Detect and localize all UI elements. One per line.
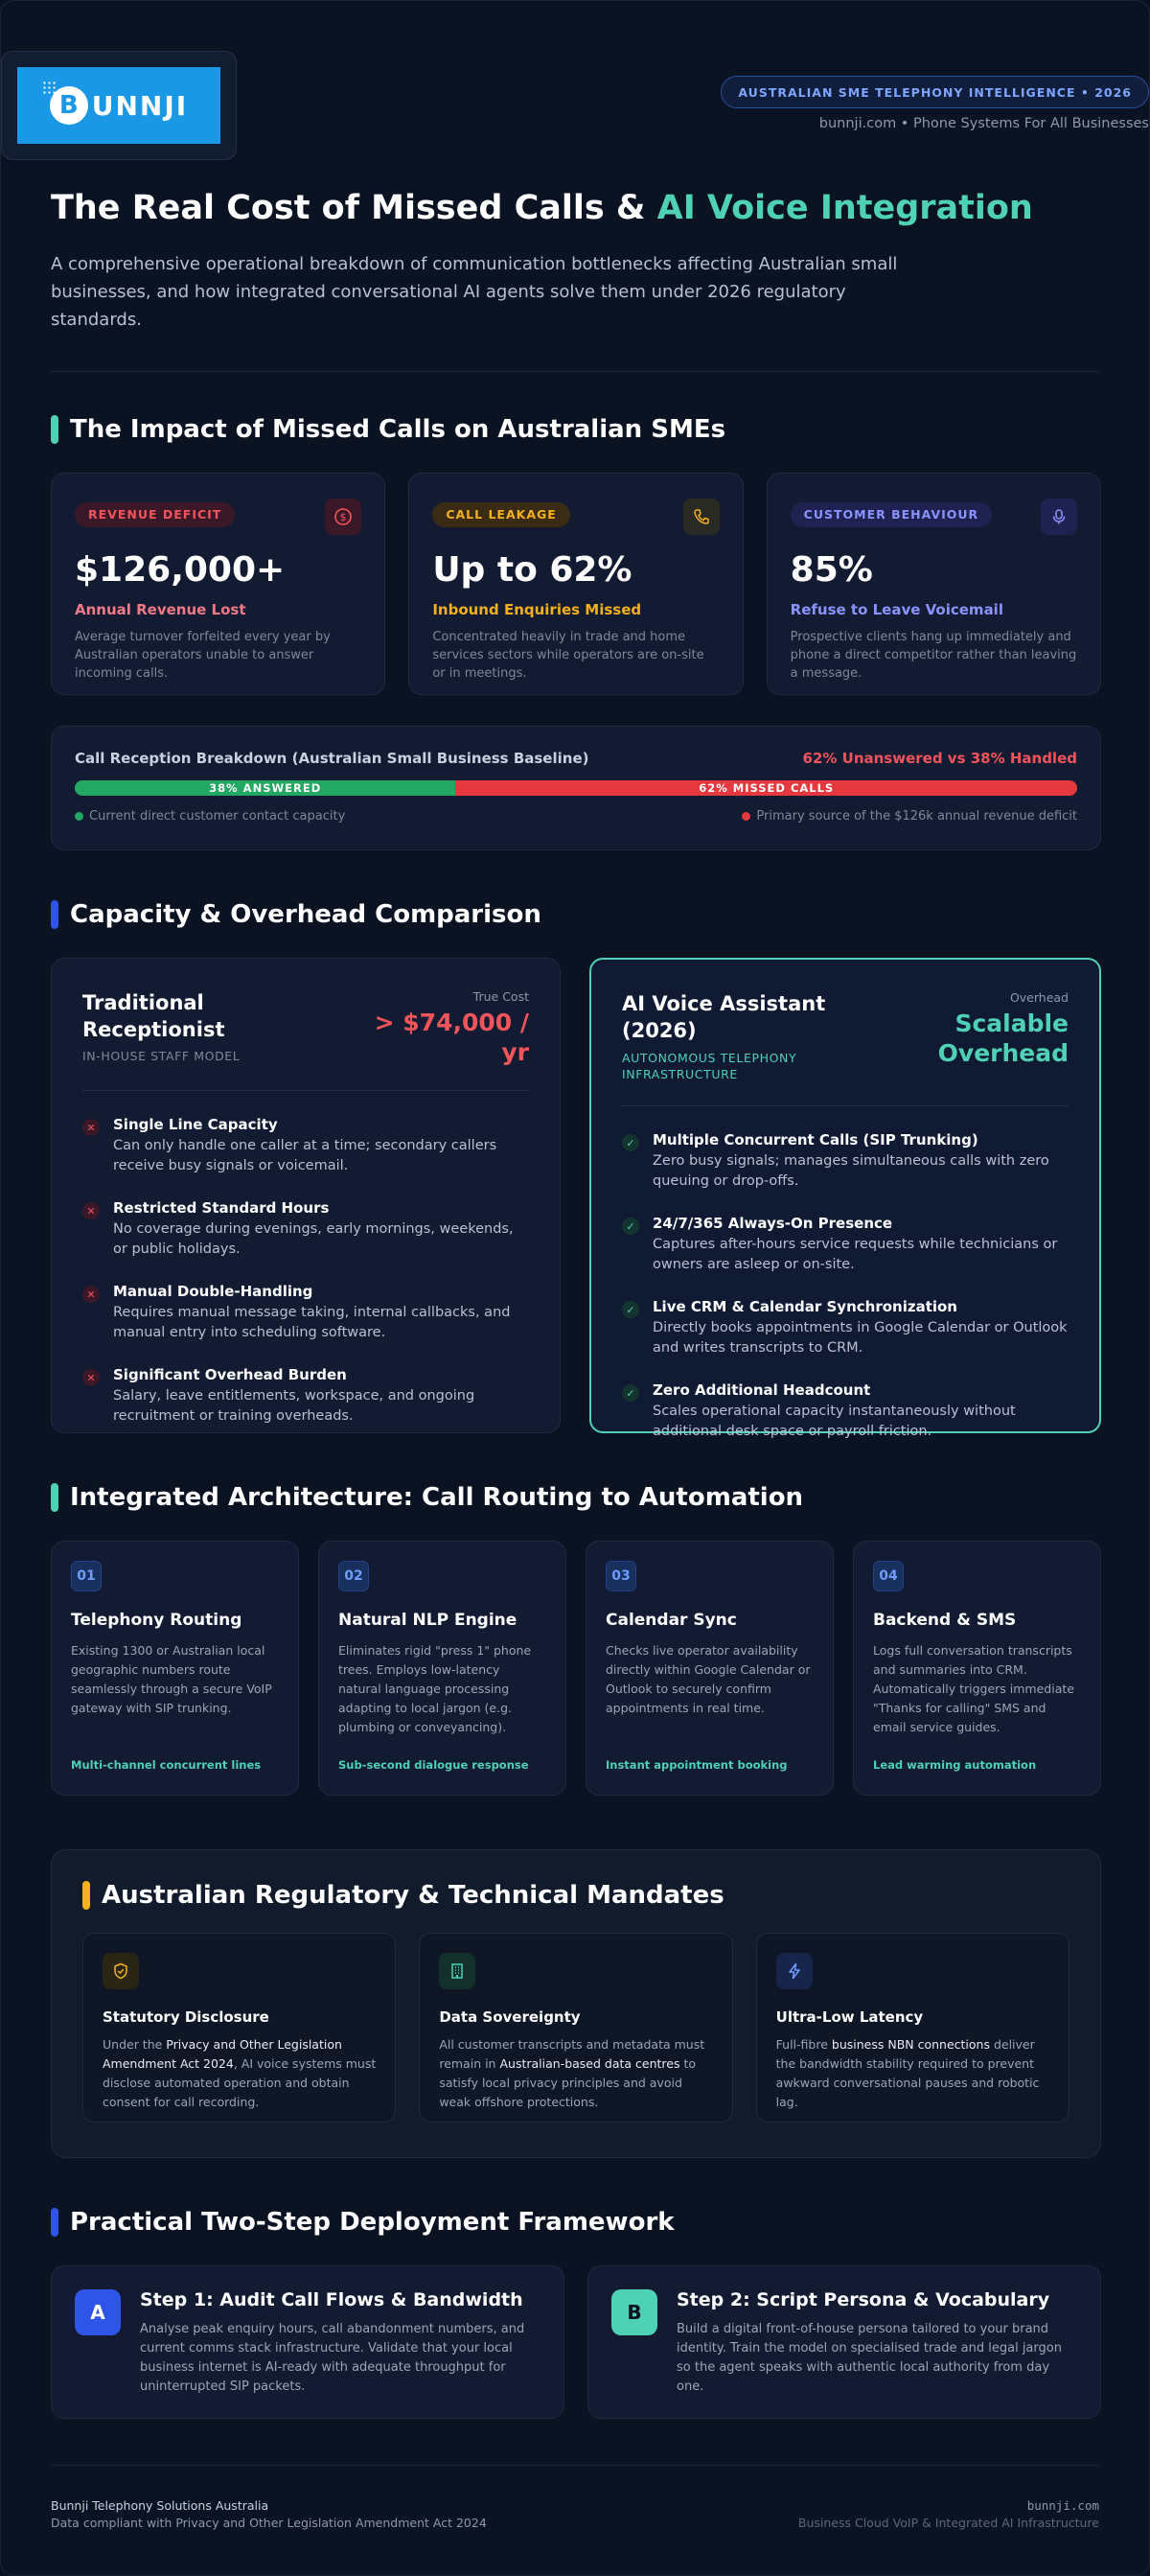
logo-card bbox=[1, 51, 237, 160]
architecture-section-title bbox=[51, 1483, 803, 1512]
step-footnote: Lead warming automation bbox=[873, 1758, 1037, 1772]
logo-text: UNNJI bbox=[91, 89, 189, 122]
report-tag: AUSTRALIAN SME TELEPHONY INTELLIGENCE • 2026 bbox=[721, 76, 1149, 108]
footer-site-link[interactable]: bunnji.com bbox=[1026, 2498, 1099, 2513]
lightning-icon bbox=[776, 1953, 813, 1989]
impact-label: Refuse to Leave Voicemail bbox=[790, 601, 1003, 618]
item-desc: Requires manual message taking, internal callbacks, and manual entry into scheduling software. bbox=[113, 1305, 511, 1340]
impact-card-revenue bbox=[51, 473, 385, 695]
step-title: Backend & SMS bbox=[873, 1611, 1017, 1630]
list-item bbox=[622, 1215, 1069, 1275]
breakdown-bar bbox=[75, 780, 1077, 796]
mandate-card bbox=[419, 1933, 732, 2123]
mandate-title: Data Sovereignty bbox=[439, 2008, 581, 2026]
section-accent-bar bbox=[82, 1881, 90, 1910]
impact-card-leakage bbox=[408, 473, 743, 695]
legend-dot-answered bbox=[75, 812, 83, 821]
arch-step-card bbox=[51, 1541, 299, 1796]
section-accent-bar bbox=[51, 415, 58, 444]
deployment-step-card bbox=[51, 2265, 564, 2419]
cross-icon: ✕ bbox=[82, 1119, 100, 1136]
legend-answered-text: Current direct customer contact capacity bbox=[89, 809, 346, 824]
list-item bbox=[622, 1381, 1069, 1442]
cmp-cost: Scalable Overhead bbox=[937, 1010, 1069, 1067]
desc-text: Full-fibre bbox=[775, 2037, 832, 2052]
comparison-cards bbox=[51, 958, 1101, 1439]
impact-value: $126,000+ bbox=[75, 550, 286, 590]
page-description: A comprehensive operational breakdown of communication bottlenecks affecting Australian small businesses, and how integrated conversational AI agents solve them under 2026 regulatory standards. bbox=[51, 254, 898, 330]
section-accent-bar bbox=[51, 2208, 58, 2237]
architecture-steps bbox=[51, 1541, 1101, 1796]
cmp-name: Traditional Receptionist bbox=[82, 991, 225, 1041]
desc-text: All customer transcripts and metadata must remain in bbox=[439, 2037, 705, 2071]
step-title: Calendar Sync bbox=[606, 1611, 737, 1630]
cross-icon: ✕ bbox=[82, 1369, 100, 1386]
impact-badge: CALL LEAKAGE bbox=[432, 502, 569, 527]
step-number: 03 bbox=[606, 1561, 636, 1591]
cmp-cost-label: Overhead bbox=[1009, 990, 1069, 1005]
item-title: Zero Additional Headcount bbox=[653, 1381, 871, 1399]
step-letter-badge: A bbox=[75, 2289, 121, 2335]
arch-step-card bbox=[586, 1541, 834, 1796]
site-subtitle: bunnji.com • Phone Systems For All Businesses bbox=[818, 116, 1149, 131]
item-desc: Zero busy signals; manages simultaneous calls with zero queuing or drop-offs. bbox=[653, 1153, 1049, 1189]
item-desc: Directly books appointments in Google Calendar or Outlook and writes transcripts to CRM. bbox=[653, 1320, 1068, 1356]
voicemail-icon bbox=[1041, 499, 1077, 535]
deployment-step-desc: Analyse peak enquiry hours, call abandonment numbers, and current comms stack infrastructure. Validate that your local business internet is AI-ready with adequate throughput for uninterrupted SIP packets. bbox=[140, 2322, 525, 2394]
mandate-desc bbox=[776, 2035, 1049, 2112]
ai-voice-assistant-card bbox=[589, 958, 1101, 1439]
impact-label: Inbound Enquiries Missed bbox=[432, 601, 642, 618]
mandate-card bbox=[82, 1933, 396, 2123]
deployment-step-desc: Build a digital front-of-house persona tailored to your brand identity. Train the model on specialised trade and legal jargon so the agent speaks with authentic local authority from day one. bbox=[677, 2322, 1062, 2394]
mandate-title: Ultra-Low Latency bbox=[775, 2008, 924, 2026]
desc-text: , AI voice systems must disclose automated operation and obtain consent for call recording. bbox=[103, 2056, 377, 2109]
step-letter-badge: B bbox=[611, 2289, 657, 2335]
title-main: The Real Cost of Missed Calls & bbox=[51, 189, 657, 227]
mandate-card bbox=[756, 1933, 1070, 2123]
legend-missed bbox=[742, 809, 1077, 824]
page-title bbox=[51, 189, 1101, 227]
cmp-name: AI Voice Assistant (2026) bbox=[622, 992, 826, 1042]
footer-divider bbox=[51, 2465, 1099, 2466]
item-title: Restricted Standard Hours bbox=[113, 1199, 330, 1217]
footer-tagline: Business Cloud VoIP & Integrated AI Infrastructure bbox=[797, 2516, 1099, 2530]
step-desc: Logs full conversation transcripts and summaries into CRM. Automatically triggers immediate "Thanks for calling" SMS and email service guides. bbox=[873, 1643, 1074, 1734]
legend-answered bbox=[75, 809, 345, 824]
list-item bbox=[622, 1298, 1069, 1358]
impact-card-behaviour bbox=[767, 473, 1101, 695]
check-icon: ✓ bbox=[622, 1134, 639, 1151]
impact-value: 85% bbox=[790, 550, 873, 590]
item-desc: Can only handle one caller at a time; secondary callers receive busy signals or voicemail. bbox=[113, 1138, 497, 1173]
svg-text:$: $ bbox=[339, 511, 347, 523]
arch-step-card bbox=[318, 1541, 566, 1796]
desc-highlight: Privacy and Other Legislation Amendment Act 2024 bbox=[103, 2037, 342, 2071]
cmp-model: IN-HOUSE STAFF MODEL bbox=[82, 1049, 241, 1063]
step-number: 02 bbox=[338, 1561, 369, 1591]
item-title: 24/7/365 Always-On Presence bbox=[653, 1215, 893, 1232]
list-item bbox=[82, 1116, 529, 1176]
phone-icon bbox=[683, 499, 720, 535]
breakdown-title: Call Reception Breakdown (Australian Small Business Baseline) bbox=[75, 750, 589, 767]
mandate-title: Statutory Disclosure bbox=[103, 2008, 269, 2026]
impact-badge: CUSTOMER BEHAVIOUR bbox=[791, 502, 993, 527]
shield-check-icon bbox=[103, 1953, 139, 1989]
building-icon bbox=[439, 1953, 475, 1989]
regulatory-section bbox=[51, 1849, 1101, 2158]
step-title: Natural NLP Engine bbox=[338, 1611, 518, 1630]
impact-desc: Average turnover forfeited every year by Australian operators unable to answer incoming calls. bbox=[75, 630, 331, 681]
mandate-desc bbox=[103, 2035, 376, 2112]
cmp-model: AUTONOMOUS TELEPHONY INFRASTRUCTURE bbox=[622, 1051, 797, 1081]
list-item bbox=[622, 1131, 1069, 1192]
cmp-cost-label: True Cost bbox=[472, 989, 529, 1004]
capacity-title-text: Capacity & Overhead Comparison bbox=[70, 900, 541, 929]
header-divider bbox=[51, 371, 1099, 372]
logo-mark: B bbox=[50, 86, 88, 125]
footer-compliance: Data compliant with Privacy and Other Legislation Amendment Act 2024 bbox=[51, 2516, 487, 2530]
deployment-title-text: Practical Two-Step Deployment Framework bbox=[70, 2208, 675, 2237]
step-footnote: Instant appointment booking bbox=[606, 1758, 788, 1772]
missed-segment: 62% MISSED CALLS bbox=[455, 780, 1077, 796]
impact-label: Annual Revenue Lost bbox=[75, 601, 246, 618]
impact-value: Up to 62% bbox=[432, 550, 632, 590]
item-desc: Captures after-hours service requests while technicians or owners are asleep or on-site. bbox=[653, 1237, 1058, 1272]
desc-text: Under the bbox=[103, 2037, 167, 2052]
step-desc: Existing 1300 or Australian local geographic numbers route seamlessly through a secure VoIP gateway with SIP trunking. bbox=[71, 1643, 272, 1715]
architecture-title-text: Integrated Architecture: Call Routing to Automation bbox=[70, 1483, 804, 1512]
desc-highlight: business NBN connections bbox=[831, 2037, 990, 2052]
step-footnote: Multi-channel concurrent lines bbox=[71, 1758, 262, 1772]
bunnji-logo[interactable] bbox=[17, 67, 220, 144]
deployment-steps bbox=[51, 2265, 1101, 2419]
deployment-step-title: Step 1: Audit Call Flows & Bandwidth bbox=[140, 2289, 523, 2310]
impact-badge: REVENUE DEFICIT bbox=[75, 502, 235, 527]
step-desc: Checks live operator availability directly within Google Calendar or Outlook to securely confirm appointments in real time. bbox=[606, 1643, 811, 1715]
deployment-section-title bbox=[51, 2208, 675, 2237]
item-title: Significant Overhead Burden bbox=[113, 1366, 347, 1383]
answered-segment: 38% ANSWERED bbox=[75, 780, 455, 796]
cross-icon: ✕ bbox=[82, 1202, 100, 1219]
section-accent-bar bbox=[51, 900, 58, 929]
cross-icon: ✕ bbox=[82, 1286, 100, 1303]
list-item bbox=[82, 1199, 529, 1260]
arch-step-card bbox=[853, 1541, 1101, 1796]
cmp-cost: > $74,000 / yr bbox=[374, 1009, 529, 1066]
legend-dot-missed bbox=[742, 812, 750, 821]
step-desc: Eliminates rigid "press 1" phone trees. Employs low-latency natural language processing adapting to local jargon (e.g. plumbing or conveyancing). bbox=[338, 1643, 532, 1734]
capacity-section-title bbox=[51, 900, 541, 929]
impact-section-title bbox=[51, 415, 725, 444]
step-title: Telephony Routing bbox=[71, 1611, 242, 1630]
check-icon: ✓ bbox=[622, 1218, 639, 1235]
legend-missed-text: Primary source of the $126k annual revenue deficit bbox=[756, 809, 1077, 824]
step-number: 04 bbox=[873, 1561, 904, 1591]
check-icon: ✓ bbox=[622, 1301, 639, 1318]
list-item bbox=[82, 1283, 529, 1343]
check-icon: ✓ bbox=[622, 1384, 639, 1402]
regulatory-title-text: Australian Regulatory & Technical Mandates bbox=[102, 1881, 724, 1910]
impact-cards bbox=[51, 473, 1101, 695]
item-title: Manual Double-Handling bbox=[113, 1283, 313, 1300]
impact-title-text: The Impact of Missed Calls on Australian SMEs bbox=[70, 415, 726, 444]
title-accent: AI Voice Integration bbox=[656, 189, 1033, 227]
item-desc: No coverage during evenings, early mornings, weekends, or public holidays. bbox=[113, 1221, 514, 1257]
footer-company: Bunnji Telephony Solutions Australia bbox=[51, 2498, 269, 2513]
regulatory-section-title bbox=[82, 1881, 1070, 1910]
deployment-step-title: Step 2: Script Persona & Vocabulary bbox=[677, 2289, 1050, 2310]
item-desc: Salary, leave entitlements, workspace, and ongoing recruitment or training overheads. bbox=[113, 1388, 475, 1424]
step-number: 01 bbox=[71, 1561, 102, 1591]
traditional-receptionist-card bbox=[51, 958, 561, 1433]
item-desc: Scales operational capacity instantaneously without additional desk space or payroll friction. bbox=[653, 1404, 1016, 1439]
dollar-icon bbox=[325, 499, 361, 535]
section-accent-bar bbox=[51, 1483, 58, 1512]
item-title: Live CRM & Calendar Synchronization bbox=[653, 1298, 957, 1315]
hero bbox=[51, 189, 1101, 334]
item-title: Multiple Concurrent Calls (SIP Trunking) bbox=[653, 1131, 978, 1149]
breakdown-stat: 62% Unanswered vs 38% Handled bbox=[802, 750, 1077, 767]
list-item bbox=[82, 1366, 529, 1427]
desc-text: deliver the bandwidth stability required to prevent awkward conversational pauses and robotic lag. bbox=[775, 2037, 1040, 2109]
impact-desc: Concentrated heavily in trade and home services sectors while operators are on-site or in meetings. bbox=[432, 630, 704, 681]
desc-highlight: Australian-based data centres bbox=[499, 2056, 680, 2071]
step-footnote: Sub-second dialogue response bbox=[338, 1758, 529, 1772]
footer bbox=[51, 2497, 1099, 2532]
item-title: Single Line Capacity bbox=[113, 1116, 278, 1133]
desc-text: to satisfy local privacy principles and avoid weak offshore protections. bbox=[439, 2056, 697, 2109]
call-breakdown bbox=[51, 726, 1101, 850]
deployment-step-card bbox=[587, 2265, 1101, 2419]
impact-desc: Prospective clients hang up immediately and phone a direct competitor rather than leaving a message. bbox=[790, 630, 1077, 681]
mandate-desc bbox=[439, 2035, 712, 2112]
